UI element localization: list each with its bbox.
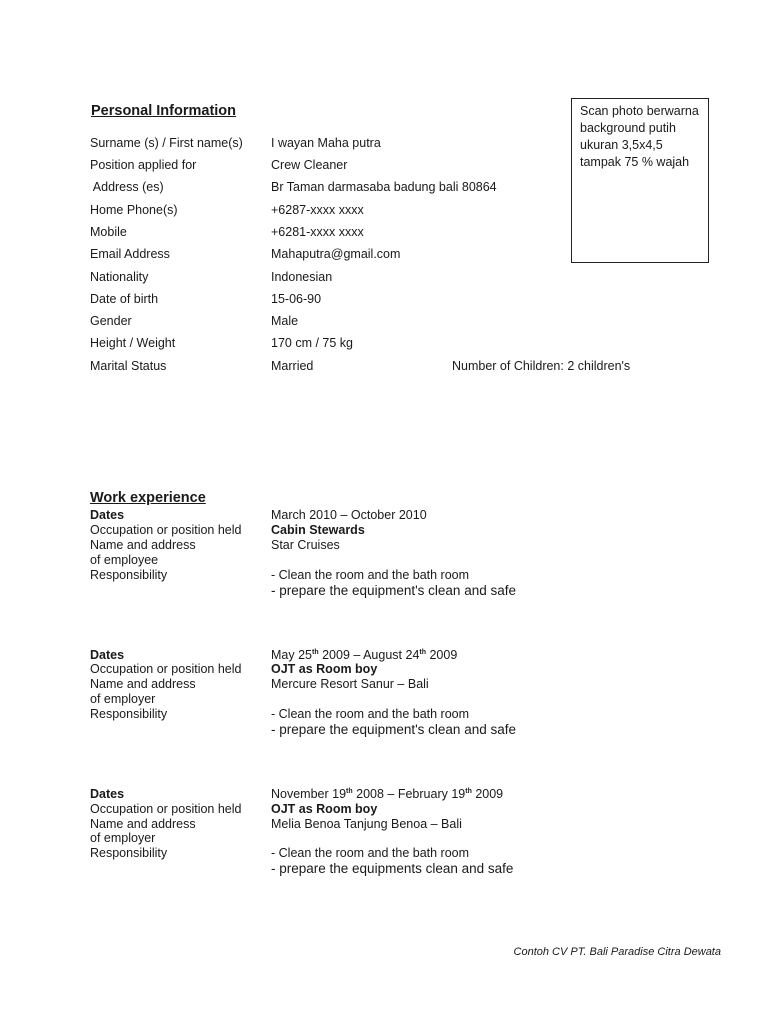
ordinal-suffix: th	[419, 649, 426, 656]
value-address: Br Taman darmasaba badung bali 80864	[271, 180, 497, 194]
label-responsibility: Responsibility	[90, 707, 168, 721]
value-responsibility-1: - Clean the room and the bath room	[271, 846, 470, 860]
ordinal-suffix: th	[312, 649, 319, 656]
value-children: Number of Children: 2 children's	[452, 359, 631, 373]
label-of-employer: of employer	[90, 692, 156, 706]
value-dob: 15-06-90	[271, 292, 322, 306]
label-gender: Gender	[90, 314, 132, 328]
label-responsibility: Responsibility	[90, 846, 168, 860]
value-dates	[271, 787, 503, 801]
label-responsibility: Responsibility	[90, 568, 168, 582]
photo-note-line: ukuran 3,5x4,5	[580, 138, 663, 152]
label-home-phone: Home Phone(s)	[90, 203, 178, 217]
value-position-held: Cabin Stewards	[271, 523, 365, 537]
date-text: March 2010 – October 2010	[271, 508, 427, 522]
label-name: Surname (s) / First name(s)	[90, 136, 243, 150]
value-position-held: OJT as Room boy	[271, 662, 378, 676]
value-responsibility-1: - Clean the room and the bath room	[271, 568, 470, 582]
photo-note-line: tampak 75 % wajah	[580, 155, 690, 169]
value-gender: Male	[271, 314, 299, 328]
label-of-employer: of employer	[90, 831, 156, 845]
label-of-employee: of employee	[90, 553, 159, 567]
label-mobile: Mobile	[90, 225, 127, 239]
date-text: 2009	[426, 648, 458, 662]
date-text: 2009 – August 24	[318, 648, 420, 662]
photo-note-line: Scan photo berwarna	[580, 104, 699, 118]
value-responsibility-2: - prepare the equipment's clean and safe	[271, 722, 516, 737]
label-name-address: Name and address	[90, 677, 196, 691]
label-dates: Dates	[90, 787, 125, 801]
value-height-weight: 170 cm / 75 kg	[271, 336, 353, 350]
value-email: Mahaputra@gmail.com	[271, 247, 401, 261]
value-responsibility-1: - Clean the room and the bath room	[271, 707, 470, 721]
label-dob: Date of birth	[90, 292, 159, 306]
value-employer: Star Cruises	[271, 538, 340, 552]
date-text: May 25	[271, 648, 312, 662]
value-dates	[271, 648, 457, 662]
value-nationality: Indonesian	[271, 270, 333, 284]
label-name-address: Name and address	[90, 538, 196, 552]
value-responsibility-2: - prepare the equipment's clean and safe	[271, 583, 516, 598]
value-employer: Melia Benoa Tanjung Benoa – Bali	[271, 817, 462, 831]
label-position: Position applied for	[90, 158, 197, 172]
value-home-phone: +6287-xxxx xxxx	[271, 203, 364, 217]
label-address: Address (es)	[90, 180, 164, 194]
label-dates: Dates	[90, 508, 125, 522]
label-occupation: Occupation or position held	[90, 523, 242, 537]
label-dates: Dates	[90, 648, 125, 662]
date-text: 2008 – February 19	[352, 787, 466, 801]
ordinal-suffix: th	[465, 788, 472, 795]
work-experience-title: Work experience	[90, 490, 206, 506]
date-text: 2009	[471, 787, 504, 801]
label-occupation: Occupation or position held	[90, 662, 242, 676]
value-position: Crew Cleaner	[271, 158, 348, 172]
label-name-address: Name and address	[90, 817, 196, 831]
value-employer: Mercure Resort Sanur – Bali	[271, 677, 429, 691]
value-dates	[271, 508, 427, 522]
label-nationality: Nationality	[90, 270, 149, 284]
photo-note-line: background putih	[580, 121, 676, 135]
label-marital-status: Marital Status	[90, 359, 167, 373]
label-occupation: Occupation or position held	[90, 802, 242, 816]
ordinal-suffix: th	[346, 788, 353, 795]
label-height-weight: Height / Weight	[90, 336, 176, 350]
value-responsibility-2: - prepare the equipments clean and safe	[271, 861, 514, 876]
date-text: November 19	[271, 787, 347, 801]
value-position-held: OJT as Room boy	[271, 802, 378, 816]
label-email: Email Address	[90, 247, 170, 261]
value-marital-status: Married	[271, 359, 314, 373]
value-name: I wayan Maha putra	[271, 136, 381, 150]
personal-info-title: Personal Information	[91, 103, 237, 119]
value-mobile: +6281-xxxx xxxx	[271, 225, 364, 239]
footer-caption: Contoh CV PT. Bali Paradise Citra Dewata	[513, 946, 721, 958]
photo-placeholder-box	[571, 98, 709, 263]
